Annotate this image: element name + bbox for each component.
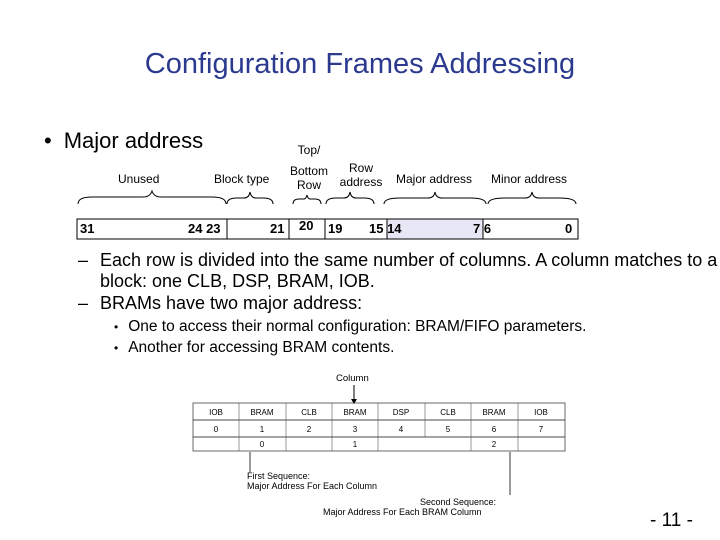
- field-block-type-label: Block type: [214, 172, 270, 186]
- second-sequence-line1: Second Sequence:: [420, 497, 497, 507]
- bit-7-6: 7 6: [473, 221, 492, 236]
- bit-31: 31: [80, 221, 95, 236]
- sub-bullet-brams-text: BRAMs have two major address:: [100, 293, 363, 313]
- sub-bullet-rows-text: Each row is divided into the same number of columns. A column matches to a block: one CLB, DSP, BRAM, IOB.: [100, 250, 718, 291]
- bit-0: 0: [565, 221, 573, 236]
- second-row-cell: 0: [259, 440, 265, 449]
- bit-20: 20: [299, 218, 314, 233]
- bullet-dot: •: [44, 128, 52, 153]
- top-bottom-line1: Top/: [297, 143, 321, 157]
- first-row-cell: 5: [445, 425, 451, 434]
- field-minor-address-label: Minor address: [491, 172, 568, 186]
- column-header-cell: BRAM: [482, 408, 506, 417]
- first-row-cell: 3: [352, 425, 358, 434]
- sub-sub-bullet-contents-text: Another for accessing BRAM contents.: [128, 339, 395, 356]
- top-bottom-line3: Row: [296, 178, 321, 192]
- page-number: - 11 -: [650, 510, 693, 531]
- column-header-cell: IOB: [534, 408, 548, 417]
- first-sequence-line2: Major Address For Each Column: [247, 481, 378, 491]
- first-row-cell: 1: [259, 425, 265, 434]
- dash-marker: –: [78, 293, 89, 313]
- bullet-dot: •: [114, 341, 119, 355]
- column-header-cell: BRAM: [250, 408, 274, 417]
- sub-sub-bullet-configuration-text: One to access their normal configuration: BRAM/FIFO parameters.: [128, 318, 587, 335]
- bit-19: 19: [328, 221, 343, 236]
- dash-marker: –: [78, 250, 89, 270]
- first-row-cell: 2: [306, 425, 312, 434]
- first-row-cell: 0: [213, 425, 219, 434]
- bit-24-23: 24 23: [188, 221, 221, 236]
- first-sequence-line1: First Sequence:: [247, 471, 311, 481]
- column-label: Column: [336, 373, 369, 384]
- column-header-cell: IOB: [209, 408, 223, 417]
- bit-15-14: 15 14: [369, 221, 402, 236]
- bit-21: 21: [270, 221, 285, 236]
- column-header-cell: CLB: [301, 408, 317, 417]
- major-address-label: Major address: [63, 128, 204, 153]
- first-row-cell: 4: [398, 425, 404, 434]
- second-sequence-line2: Major Address For Each BRAM Column: [323, 507, 482, 517]
- first-row-cell: 7: [538, 425, 544, 434]
- second-row-cell: 2: [491, 440, 497, 449]
- row-address-line1: Row: [348, 161, 373, 175]
- column-header-cell: DSP: [392, 408, 410, 417]
- row-address-line2: address: [339, 175, 383, 189]
- field-major-address-label: Major address: [396, 172, 473, 186]
- column-header-cell: CLB: [440, 408, 456, 417]
- column-header-cell: BRAM: [343, 408, 367, 417]
- field-unused-label: Unused: [118, 172, 160, 186]
- second-row-cell: 1: [352, 440, 358, 449]
- first-row-cell: 6: [491, 425, 497, 434]
- page-title: Configuration Frames Addressing: [144, 48, 576, 80]
- top-bottom-line2: Bottom: [289, 164, 328, 178]
- bullet-dot: •: [114, 320, 119, 334]
